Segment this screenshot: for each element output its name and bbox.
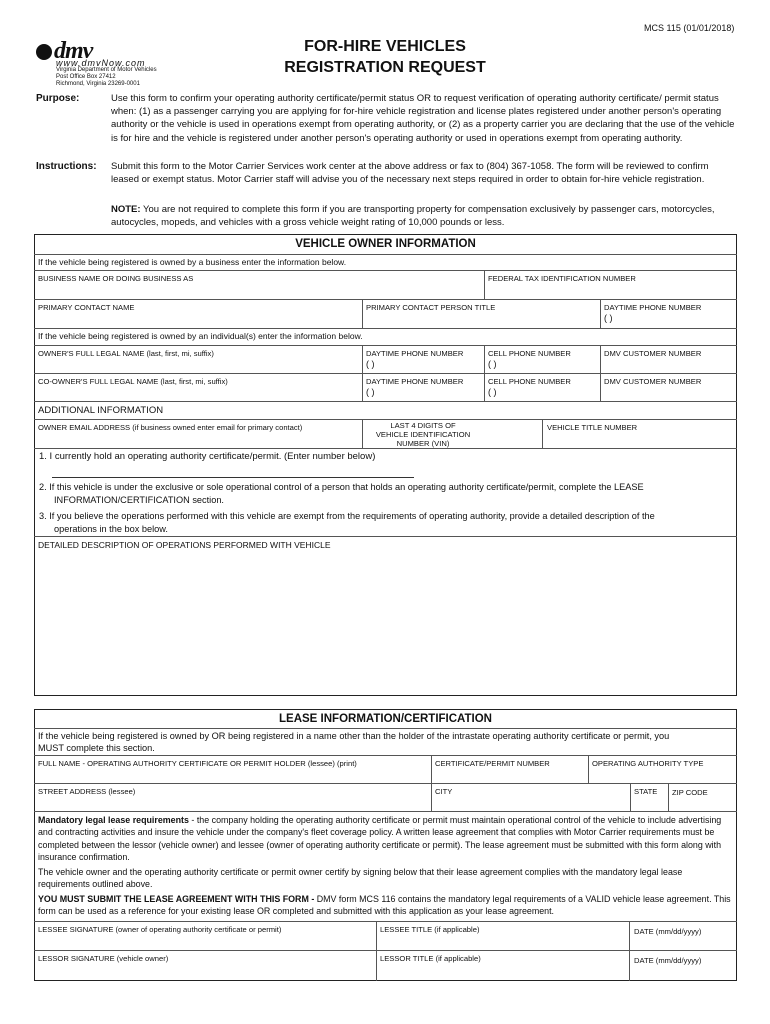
item-3: 3. If you believe the operations performed with this vehicle are exempt from the requirements of operating authority, provide a detailed description of the operations in the box below. (39, 511, 655, 534)
coowner-dmv-customer-label: DMV CUSTOMER NUMBER (604, 377, 702, 386)
owner-dmv-customer-field[interactable] (601, 359, 735, 373)
title-number-field[interactable] (543, 433, 735, 447)
owner-dmv-customer-label: DMV CUSTOMER NUMBER (604, 349, 702, 358)
coowner-name-field[interactable] (35, 387, 361, 401)
dmv-logo (36, 36, 196, 92)
primary-contact-title-field[interactable] (363, 313, 599, 327)
dmv-address: Virginia Department of Motor Vehicles Post Office Box 27412 Richmond, Virginia 23269-0001 (56, 67, 157, 87)
title-number-label: VEHICLE TITLE NUMBER (547, 423, 638, 432)
authority-type-field[interactable] (589, 769, 735, 783)
vin-label: LAST 4 DIGITS OF VEHICLE IDENTIFICATION NUMBER (VIN) (375, 421, 471, 448)
authority-number-line[interactable] (52, 477, 414, 478)
zip-label: ZIP CODE (672, 788, 708, 797)
cert-number-field[interactable] (432, 769, 587, 783)
authority-type-label: OPERATING AUTHORITY TYPE (592, 759, 704, 768)
owner-daytime-phone-field[interactable]: ( ) (366, 359, 375, 369)
lessee-signature-field[interactable] (35, 935, 375, 949)
coowner-name-label: CO-OWNER'S FULL LEGAL NAME (last, first, mi, suffix) (38, 377, 228, 386)
description-textarea[interactable] (35, 553, 736, 695)
instructions-text: Submit this form to the Motor Carrier Services work center at the above address or fax to (804) 367-1058. The form will be reviewed to confirm leased or exempt status. Motor Carrier staff will advise you of the necessary next steps required in order to obtain for-hire vehicle registration. (111, 161, 709, 186)
note-text: You are not required to complete this form if you are transporting property for compensation exclusively by passenger cars, motorcycles, autocycles, mopeds, and vehicles with a gross vehicle weight rating of 10,000 pounds or less. (111, 204, 715, 229)
submit-lease-notice: YOU MUST SUBMIT THE LEASE AGREEMENT WITH THIS FORM - DMV form MCS 116 contains the mandatory legal requirements of a VALID vehicle lease agreement. This form can be used as a reference for your existing lease OR completed and submitted with this application as your lease agreement. (38, 894, 731, 917)
lessor-date-field[interactable] (630, 966, 735, 980)
instructions-label: Instructions: (36, 161, 97, 172)
coowner-daytime-phone-field[interactable]: ( ) (366, 387, 375, 397)
business-name-field[interactable] (35, 284, 483, 298)
fein-label: FEDERAL TAX IDENTIFICATION NUMBER (488, 274, 636, 283)
owner-heading: VEHICLE OWNER INFORMATION (295, 238, 476, 250)
note-label: NOTE: (111, 204, 141, 215)
fein-field[interactable] (485, 284, 735, 298)
owner-daytime-phone-label: DAYTIME PHONE NUMBER (366, 349, 464, 358)
owner-name-field[interactable] (35, 359, 361, 373)
coowner-dmv-customer-field[interactable] (601, 387, 735, 401)
item-1: 1. I currently hold an operating authority certificate/permit. (Enter number below) (39, 451, 376, 462)
lessor-signature-label: LESSOR SIGNATURE (vehicle owner) (38, 954, 169, 963)
primary-daytime-phone-label: DAYTIME PHONE NUMBER (604, 303, 702, 312)
state-label: STATE (634, 787, 658, 796)
street-label: STREET ADDRESS (lessee) (38, 787, 136, 796)
email-label: OWNER EMAIL ADDRESS (if business owned enter email for primary contact) (38, 423, 303, 432)
lease-intro: If the vehicle being registered is owned by OR being registered in a name other than the holder of the intrastate operating authority certificate or permit, you MUST complete this section. (38, 731, 670, 753)
lessee-title-field[interactable] (377, 935, 628, 949)
certify-text: The vehicle owner and the operating authority certificate or permit owner certify by signing below that their lease agreement complies with the mandatory legal lease requirements outlined above. (38, 867, 683, 890)
note-block (111, 203, 735, 229)
coowner-cell-phone-label: CELL PHONE NUMBER (488, 377, 571, 386)
purpose-text: Use this form to confirm your operating authority certificate/permit status OR to request verification of operating authority certificate/ permit status when: (1) as a passenger carrying you are applying for for-hire vehicle registration and license plates registered under another person's operating authority or the vehicle is used in operations exempt from operating authority, or (2) as a property carrier you are declaring that the use of the vehicle is for hire and the vehicle is registered under another person's operating authority or used in operations exempt from operating authority. (111, 93, 735, 144)
description-label: DETAILED DESCRIPTION OF OPERATIONS PERFORMED WITH VEHICLE (38, 540, 331, 550)
page-title: FOR-HIRE VEHICLES REGISTRATION REQUEST (284, 38, 486, 76)
email-field[interactable] (35, 433, 361, 447)
individual-intro: If the vehicle being registered is owned by an individual(s) enter the information below. (38, 331, 363, 341)
dmv-logo-mark: dmv (36, 38, 92, 65)
owner-name-label: OWNER'S FULL LEGAL NAME (last, first, mi, suffix) (38, 349, 214, 358)
lessee-date-field[interactable] (630, 937, 735, 951)
cert-number-label: CERTIFICATE/PERMIT NUMBER (435, 759, 550, 768)
zip-field[interactable] (669, 797, 735, 811)
purpose-label: Purpose: (36, 93, 80, 104)
lessor-title-label: LESSOR TITLE (if applicable) (380, 954, 481, 963)
primary-contact-field[interactable] (35, 313, 361, 327)
lessee-full-name-field[interactable] (35, 769, 430, 783)
dmv-website: www.dmvNow.com (56, 58, 146, 68)
primary-daytime-phone-field[interactable]: ( ) (604, 313, 613, 323)
lessee-signature-label: LESSEE SIGNATURE (owner of operating authority certificate or permit) (38, 925, 282, 934)
city-label: CITY (435, 787, 453, 796)
lessor-signature-field[interactable] (35, 964, 375, 978)
lessee-title-label: LESSEE TITLE (if applicable) (380, 925, 480, 934)
mandatory-requirements: Mandatory legal lease requirements - the company holding the operating authority certificate or permit must maintain operational control of the vehicle to include advertising and contracting activities and insure the vehicle under the company's fleet coverage policy. A written lease agreement that complies with Motor Carrier requirements must be completed between the lessor (vehicle owner) and lessee (owner of operating authority certificate or permit). The lease agreement must be submitted with this form along with insurance confirmation. (38, 815, 722, 862)
owner-cell-phone-field[interactable]: ( ) (488, 359, 497, 369)
owner-cell-phone-label: CELL PHONE NUMBER (488, 349, 571, 358)
business-name-label: BUSINESS NAME OR DOING BUSINESS AS (38, 274, 194, 283)
lease-heading: LEASE INFORMATION/CERTIFICATION (279, 713, 492, 725)
business-intro: If the vehicle being registered is owned by a business enter the information below. (38, 257, 347, 267)
lessor-date-label: DATE (mm/dd/yyyy) (634, 956, 702, 965)
lessor-title-field[interactable] (377, 964, 628, 978)
street-field[interactable] (35, 797, 430, 811)
lessee-date-label: DATE (mm/dd/yyyy) (634, 927, 702, 936)
form-number: MCS 115 (01/01/2018) (644, 23, 735, 33)
additional-info-label: ADDITIONAL INFORMATION (38, 405, 164, 416)
state-field[interactable] (631, 797, 667, 811)
primary-contact-title-label: PRIMARY CONTACT PERSON TITLE (366, 303, 496, 312)
item-2: 2. If this vehicle is under the exclusive or sole operational control of a person that holds an operating authority certificate/permit, complete the LEASE INFORMATION/CERTIFICATION section. (39, 482, 644, 505)
city-field[interactable] (432, 797, 629, 811)
lessee-full-name-label: FULL NAME - OPERATING AUTHORITY CERTIFICATE OR PERMIT HOLDER (lessee) (print) (38, 759, 357, 768)
coowner-daytime-phone-label: DAYTIME PHONE NUMBER (366, 377, 464, 386)
coowner-cell-phone-field[interactable]: ( ) (488, 387, 497, 397)
primary-contact-label: PRIMARY CONTACT NAME (38, 303, 135, 312)
